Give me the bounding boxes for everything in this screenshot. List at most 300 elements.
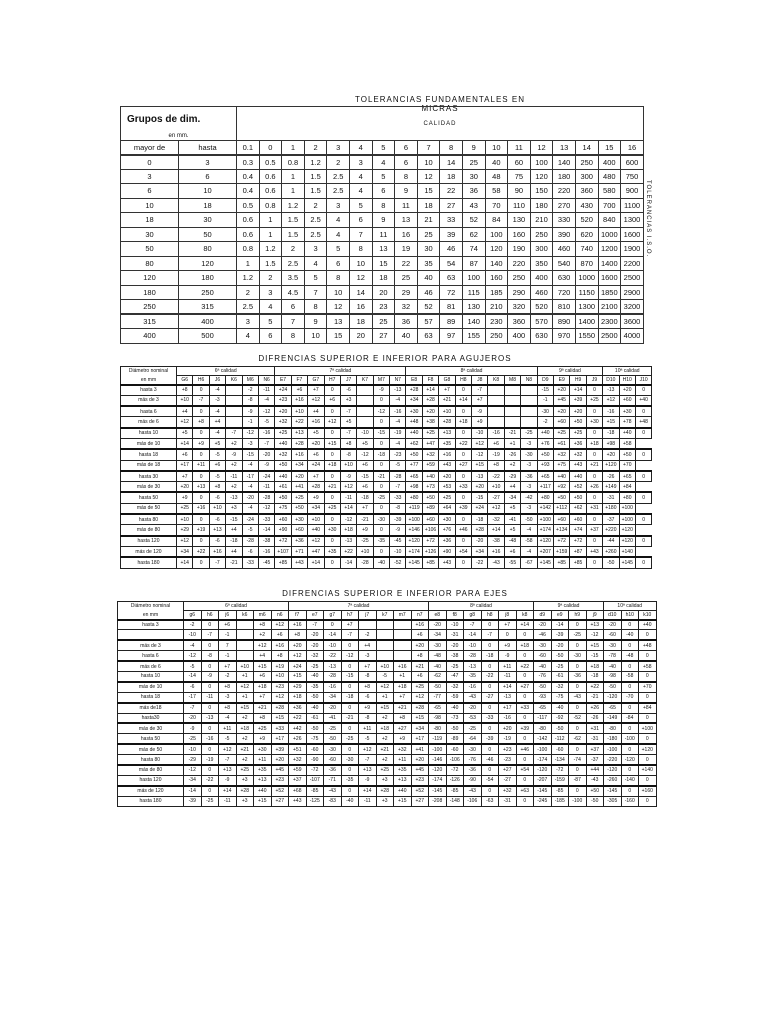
table-cell: -10 — [464, 640, 482, 650]
table-cell: +10 — [439, 406, 455, 417]
table-cell: +174 — [537, 525, 553, 536]
table-cell: +44 — [586, 765, 604, 775]
table-cell: 75 — [508, 169, 531, 184]
table-cell: -10 — [390, 546, 406, 557]
table-cell: 0 — [324, 428, 340, 439]
table-cell: +16 — [308, 417, 324, 428]
table-cell: 0 — [201, 765, 219, 775]
table-cell: 190 — [508, 242, 531, 257]
table-cell: -13 — [499, 692, 517, 702]
table-cell: -7 — [341, 630, 359, 640]
table-cell: 0 — [621, 786, 639, 796]
table-cell: +140 — [619, 546, 635, 557]
table-cell: -17 — [184, 692, 202, 702]
column-header: K6 — [226, 376, 242, 385]
table-cell: +53 — [439, 482, 455, 493]
table-row — [118, 796, 657, 806]
table-row — [118, 765, 657, 775]
table-cell: +68 — [289, 786, 307, 796]
table-cell: -3 — [521, 482, 537, 493]
table-cell — [488, 395, 504, 406]
table-cell: 300 — [530, 242, 553, 257]
table-cell: -4 — [521, 525, 537, 536]
table3-title: DIFRENCIAS SUPERIOR E INFERIOR PARA EJES — [282, 589, 508, 598]
size-label — [118, 630, 184, 640]
table-cell: 0 — [121, 155, 179, 170]
table-cell: +30 — [439, 514, 455, 525]
table-cell: +14 — [177, 438, 193, 449]
table-cell: 6 — [327, 256, 350, 271]
table-row — [121, 438, 652, 449]
table-cell: -48 — [504, 536, 520, 547]
table-cell: +10 — [291, 406, 307, 417]
table-cell: +1 — [394, 671, 412, 681]
table-row — [118, 620, 657, 630]
column-header: G7 — [308, 376, 324, 385]
column-header: m7 — [394, 611, 412, 620]
table-cell: -25 — [521, 428, 537, 439]
table-cell: -4 — [521, 546, 537, 557]
table-cell: -120 — [429, 765, 447, 775]
table-cell: -6 — [184, 682, 202, 692]
table-cell: 3 — [259, 285, 282, 300]
group-header: 7ª calidad — [275, 367, 406, 376]
table-cell: 1600 — [598, 271, 621, 286]
table-cell: 6 — [121, 184, 179, 199]
table-cell: 0 — [373, 395, 389, 406]
table-cell: +112 — [553, 503, 569, 514]
table-cell: -9 — [219, 775, 237, 785]
table-cell: +30 — [406, 406, 422, 417]
table-cell: 12 — [417, 169, 440, 184]
table-cell: 0 — [201, 661, 219, 671]
table-cell: 60 — [508, 155, 531, 170]
table-cell: +15 — [324, 438, 340, 449]
table-cell: 2.5 — [304, 213, 327, 228]
table-cell: 6 — [179, 169, 237, 184]
table-cell: -2 — [219, 671, 237, 681]
table-cell: 0 — [201, 620, 219, 630]
table-cell: -27 — [488, 492, 504, 503]
table-cell: 0 — [516, 671, 534, 681]
table-cell: 0 — [201, 723, 219, 733]
table-cell: -62 — [429, 671, 447, 681]
table-cell: -38 — [446, 651, 464, 661]
table-cell: 1400 — [575, 314, 598, 329]
table-cell: -120 — [604, 692, 622, 702]
size-label: hasta30 — [118, 713, 184, 723]
table-cell: 0 — [569, 682, 587, 692]
table-cell: -140 — [621, 775, 639, 785]
table-cell: 36 — [395, 314, 418, 329]
table-cell: -15 — [472, 492, 488, 503]
table-cell: -11 — [340, 492, 356, 503]
table-row — [118, 661, 657, 671]
table-cell: 0 — [324, 471, 340, 482]
table-cell: 90 — [508, 184, 531, 199]
table-cell: -40 — [446, 703, 464, 713]
table-cell: -90 — [306, 755, 324, 765]
table-cell: -145 — [534, 786, 552, 796]
table-cell: -7 — [193, 395, 209, 406]
table-cell: -53 — [464, 713, 482, 723]
table-cell: -4 — [390, 438, 406, 449]
table-row — [118, 671, 657, 681]
table-cell: 8 — [304, 300, 327, 315]
table-cell: 10 — [304, 329, 327, 344]
table-cell: 120 — [530, 169, 553, 184]
table-cell: 0 — [193, 449, 209, 460]
table-cell: +7 — [499, 620, 517, 630]
table-cell: -3 — [209, 395, 225, 406]
table-cell: 0 — [341, 786, 359, 796]
table-cell: -18 — [226, 536, 242, 547]
column-header: K7 — [357, 376, 373, 385]
table-cell: 1100 — [621, 198, 644, 213]
table-cell: 18 — [121, 213, 179, 228]
table-cell: +2 — [376, 713, 394, 723]
table-cell: +36 — [291, 536, 307, 547]
mm-label: en mm. — [121, 133, 237, 141]
table-cell: +84 — [639, 703, 657, 713]
size-label: más de 80 — [118, 765, 184, 775]
table-cell: +28 — [271, 703, 289, 713]
diam-label: Diámetro nominal — [121, 367, 177, 376]
table-cell: -24 — [242, 514, 258, 525]
column-header: g6 — [184, 611, 202, 620]
column-header: M8 — [504, 376, 520, 385]
table-cell: 30 — [179, 213, 237, 228]
table-cell: 0 — [481, 682, 499, 692]
table-cell: +25 — [422, 428, 438, 439]
table-cell: 0 — [201, 703, 219, 713]
table-cell: -40 — [341, 796, 359, 806]
table-cell: +40 — [619, 428, 635, 439]
table-cell: -126 — [446, 775, 464, 785]
table-cell: 70 — [485, 198, 508, 213]
table-cell: -18 — [603, 428, 619, 439]
table-cell: +1 — [236, 692, 254, 702]
column-header: K8 — [488, 376, 504, 385]
table-cell: -41 — [324, 713, 342, 723]
table-cell: +41 — [291, 482, 307, 493]
table-cell: 700 — [598, 198, 621, 213]
table-cell: -148 — [446, 796, 464, 806]
table-cell: 250 — [121, 300, 179, 315]
table-row — [121, 329, 644, 344]
table-cell: +5 — [357, 438, 373, 449]
table-cell: -12 — [472, 449, 488, 460]
table-cell: -106 — [464, 796, 482, 806]
table-cell: +14 — [340, 503, 356, 514]
table-cell: +12 — [177, 417, 193, 428]
table-cell: +13 — [193, 482, 209, 493]
column-header: d10 — [604, 611, 622, 620]
table-cell: +20 — [553, 385, 569, 396]
table-cell: +25 — [291, 492, 307, 503]
table-cell: 22 — [440, 184, 463, 199]
table-cell: -36 — [324, 765, 342, 775]
table-row — [121, 546, 652, 557]
group-header: 8ª calidad — [429, 602, 534, 611]
table-cell: -40 — [373, 557, 389, 568]
table-row — [118, 786, 657, 796]
table-cell: +25 — [324, 503, 340, 514]
table-cell: +32 — [289, 755, 307, 765]
table-cell: +7 — [357, 503, 373, 514]
table-cell: -22 — [324, 651, 342, 661]
table-cell: 480 — [598, 169, 621, 184]
table-cell: 185 — [485, 285, 508, 300]
table-cell: 0 — [516, 630, 534, 640]
table-cell: -4 — [219, 713, 237, 723]
table-cell: -31 — [446, 630, 464, 640]
table-cell — [504, 417, 520, 428]
table-cell: -36 — [569, 671, 587, 681]
quality-header: 10 — [485, 141, 508, 155]
table-cell: +39 — [455, 503, 471, 514]
table-cell: 0 — [569, 703, 587, 713]
table-cell: -43 — [464, 786, 482, 796]
table-cell — [359, 620, 377, 630]
table-cell: +40 — [635, 395, 651, 406]
table-cell: -12 — [586, 630, 604, 640]
size-label: más de 120 — [121, 546, 177, 557]
table-cell: +15 — [394, 796, 412, 806]
table-cell: +80 — [619, 492, 635, 503]
table-cell: -120 — [621, 755, 639, 765]
table-cell: +6 — [291, 385, 307, 396]
table-cell: -8 — [242, 395, 258, 406]
table-cell: -18 — [341, 692, 359, 702]
table-cell: 0 — [324, 449, 340, 460]
table-cell: -16 — [324, 682, 342, 692]
table-cell: 0 — [635, 406, 651, 417]
table-cell: -35 — [373, 536, 389, 547]
column-header: D10 — [603, 376, 619, 385]
table-cell: 97 — [440, 329, 463, 344]
table-cell: -159 — [551, 775, 569, 785]
table-cell: -17 — [242, 471, 258, 482]
table-cell — [357, 385, 373, 396]
table-cell: +260 — [603, 546, 619, 557]
table-cell: +14 — [308, 557, 324, 568]
column-header: h10 — [621, 611, 639, 620]
table-cell: -21 — [226, 557, 242, 568]
table-cell: 460 — [553, 242, 576, 257]
table-cell: +5 — [308, 428, 324, 439]
table-cell: +11 — [499, 661, 517, 671]
table-cell: -25 — [306, 661, 324, 671]
table-cell: +8 — [340, 438, 356, 449]
table-cell: 50 — [179, 227, 237, 242]
table-cell: +10 — [271, 671, 289, 681]
table-cell — [488, 385, 504, 396]
table-cell: 1.5 — [259, 256, 282, 271]
column-header: k10 — [639, 611, 657, 620]
table-cell: -40 — [551, 703, 569, 713]
table-cell: +140 — [639, 765, 657, 775]
table-cell: 80 — [179, 242, 237, 257]
table-cell: 8 — [282, 329, 305, 344]
table-cell: 15 — [372, 256, 395, 271]
table-cell: 89 — [440, 314, 463, 329]
table-cell: +7 — [308, 385, 324, 396]
table-cell: 29 — [395, 285, 418, 300]
table-cell: -37 — [586, 755, 604, 765]
table-cell: -43 — [464, 692, 482, 702]
table-cell: +6 — [177, 449, 193, 460]
table-cell: 0 — [481, 744, 499, 754]
table-cell: +40 — [275, 471, 291, 482]
table-cell: -8 — [201, 651, 219, 661]
table-row — [121, 242, 644, 257]
table-row — [121, 227, 644, 242]
table-cell: +30 — [291, 514, 307, 525]
table-cell: -50 — [603, 557, 619, 568]
table-cell: 2 — [237, 285, 260, 300]
table-cell: -27 — [481, 692, 499, 702]
table-row — [118, 630, 657, 640]
table-cell: 0 — [639, 671, 657, 681]
column-header: H8 — [455, 376, 471, 385]
table-cell: +32 — [394, 744, 412, 754]
table-cell: -26 — [586, 713, 604, 723]
table-cell: -45 — [258, 557, 274, 568]
table-cell: 12 — [327, 300, 350, 315]
table-cell: 115 — [462, 285, 485, 300]
table-cell: +25 — [586, 395, 602, 406]
table-cell: +7 — [341, 620, 359, 630]
table-cell: 0 — [481, 703, 499, 713]
table-cell: +10 — [209, 503, 225, 514]
table-cell: 180 — [179, 271, 237, 286]
table-cell: -125 — [306, 796, 324, 806]
table-cell — [226, 385, 242, 396]
table-cell: +12 — [376, 682, 394, 692]
table-cell: +4 — [308, 406, 324, 417]
table-cell: 0 — [569, 765, 587, 775]
table-cell: -134 — [551, 755, 569, 765]
table-cell: 750 — [621, 169, 644, 184]
table-cell: +16 — [439, 449, 455, 460]
table-cell: 12 — [349, 271, 372, 286]
table-cell: 2.5 — [327, 169, 350, 184]
table-cell: +22 — [289, 713, 307, 723]
table-row — [121, 482, 652, 493]
table-cell: 0 — [635, 449, 651, 460]
table-cell: +120 — [619, 536, 635, 547]
table-cell: 720 — [553, 285, 576, 300]
column-header: G6 — [177, 376, 193, 385]
quality-header: 13 — [553, 141, 576, 155]
table-cell — [394, 651, 412, 661]
table-cell: +32 — [553, 449, 569, 460]
table-cell: -12 — [242, 428, 258, 439]
table-cell: -11 — [258, 482, 274, 493]
table-cell: +40 — [639, 620, 657, 630]
table-cell: 140 — [485, 256, 508, 271]
table-cell: +28 — [406, 385, 422, 396]
size-label: hasta 30 — [121, 471, 177, 482]
table-cell: +40 — [254, 786, 272, 796]
table-cell — [394, 640, 412, 650]
table-cell: 3 — [327, 198, 350, 213]
table-cell: +134 — [553, 525, 569, 536]
table-cell: 0 — [516, 755, 534, 765]
table-cell — [504, 406, 520, 417]
table-cell: -76 — [464, 755, 482, 765]
table-cell: -48 — [429, 651, 447, 661]
table-cell: +5 — [177, 428, 193, 439]
table-cell: 0 — [621, 723, 639, 733]
table-cell: +19 — [193, 525, 209, 536]
table-cell: +7 — [308, 471, 324, 482]
table-cell: +20 — [271, 755, 289, 765]
table-cell: 0 — [569, 620, 587, 630]
groups-label: Grupos de dim. — [121, 107, 237, 133]
table-cell: -1 — [242, 417, 258, 428]
table-cell: -9 — [184, 723, 202, 733]
table-cell: -6 — [359, 692, 377, 702]
table-cell: +35 — [254, 765, 272, 775]
size-label: más de18 — [118, 703, 184, 713]
table-cell: +9 — [177, 492, 193, 503]
table-cell: +13 — [291, 428, 307, 439]
table-cell: +2 — [236, 713, 254, 723]
table-cell: -14 — [258, 525, 274, 536]
table-cell: 0 — [586, 449, 602, 460]
table-cell: +25 — [553, 428, 569, 439]
table-cell: +8 — [177, 385, 193, 396]
table-cell: +1 — [376, 692, 394, 702]
table-cell: -10 — [324, 640, 342, 650]
table-cell: 14 — [349, 285, 372, 300]
table-cell: +20 — [411, 755, 429, 765]
table-cell: +75 — [275, 503, 291, 514]
table1-title: TOLERANCIAS FUNDAMENTALES EN MICRAS — [355, 95, 525, 113]
table-cell: 500 — [179, 329, 237, 344]
table-cell: -20 — [306, 640, 324, 650]
table-cell: +43 — [289, 796, 307, 806]
table-cell: -19 — [488, 449, 504, 460]
table-cell: 4000 — [621, 329, 644, 344]
table-cell: -7 — [340, 406, 356, 417]
group-header: 9ª calidad — [537, 367, 603, 376]
table-cell: -46 — [534, 630, 552, 640]
table-cell: +34 — [411, 723, 429, 733]
table-cell: 130 — [508, 213, 531, 228]
table-cell: +39 — [516, 723, 534, 733]
table-cell: -117 — [534, 713, 552, 723]
table-cell: +2 — [376, 734, 394, 744]
table-cell: -33 — [390, 492, 406, 503]
table-cell: +7 — [359, 661, 377, 671]
table-cell: +18 — [376, 723, 394, 733]
table-cell: 840 — [598, 213, 621, 228]
table-cell: 0 — [516, 775, 534, 785]
table-cell: -2 — [537, 417, 553, 428]
table-cell: +23 — [275, 395, 291, 406]
table-cell: -5 — [209, 449, 225, 460]
table-cell: +100 — [619, 514, 635, 525]
diam-label: Diámetro nominal — [118, 602, 184, 611]
table-cell: -20 — [242, 492, 258, 503]
hole-deviations-table — [120, 366, 652, 569]
table-cell — [376, 651, 394, 661]
table-cell: -7 — [184, 703, 202, 713]
column-header: N7 — [390, 376, 406, 385]
